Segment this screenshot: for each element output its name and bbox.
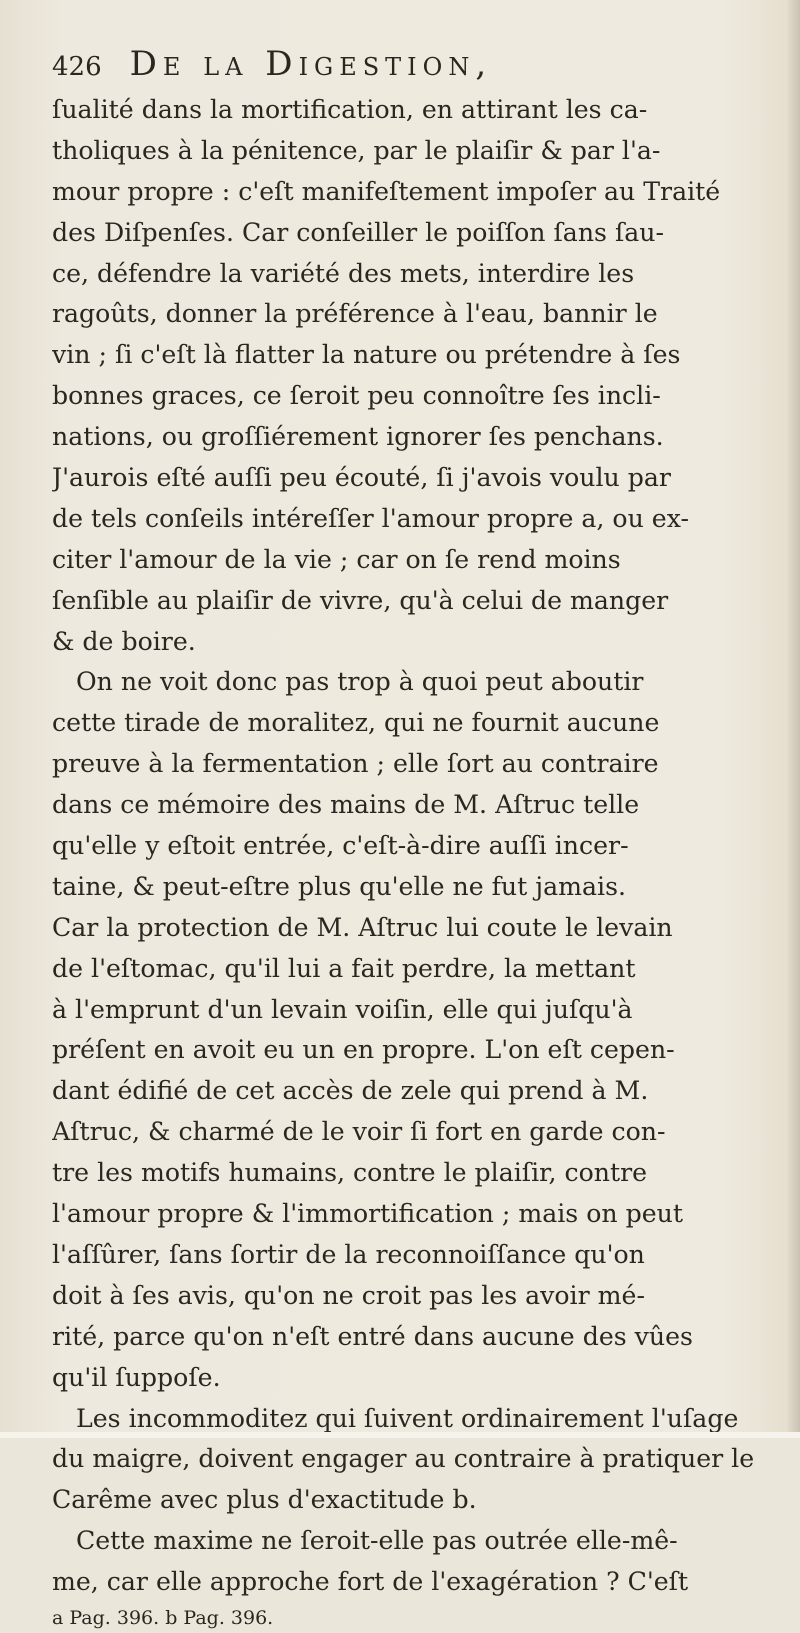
text-line: preuve à la fermentation ; elle ſort au contraire	[52, 749, 659, 779]
text-line: l'amour propre & l'immortification ; mais on peut	[52, 1199, 683, 1229]
text-line: taine, & peut-eſtre plus qu'elle ne fut jamais.	[52, 871, 626, 901]
text-line: Aſtruc, & charmé de le voir ſi fort en garde con-	[52, 1117, 666, 1147]
text-line: doit à ſes avis, qu'on ne croit pas les avoir mé-	[52, 1280, 645, 1310]
text-line: préſent en avoit eu un en propre. L'on eſt cepen-	[52, 1035, 675, 1065]
text-line: ſualité dans la mortification, en attirant les ca-	[52, 95, 648, 124]
text-line: & de boire.	[52, 626, 196, 656]
text-line: rité, parce qu'on n'eſt entré dans aucune des vûes	[52, 1321, 693, 1351]
text-line: tre les motifs humains, contre le plaiſir, contre	[52, 1158, 648, 1188]
text-line: tholiques à la pénitence, par le plaiſir & par l'a-	[52, 135, 661, 165]
footnotes: a Pag. 396. b Pag. 396.	[52, 1606, 274, 1629]
text-line: qu'elle y eſtoit entrée, c'eſt-à-dire auſſi incer-	[52, 831, 629, 861]
text-line: nations, ou groſſiérement ignorer ſes penchans.	[52, 422, 664, 452]
running-title: De la Digestion,	[129, 44, 493, 84]
text-line: Car la protection de M. Aſtruc lui coute le levain	[52, 912, 673, 942]
text-line: Cette maxime ne ſeroit-elle pas outrée elle-mê-	[76, 1526, 678, 1556]
text-block	[52, 38, 770, 1633]
text-line: cette tirade de moralitez, qui ne fournit aucune	[52, 708, 660, 738]
text-line: l'aſſûrer, ſans ſortir de la reconnoiſſance qu'on	[52, 1239, 645, 1269]
text-line: du maigre, doivent engager au contraire à pratiquer le	[52, 1444, 755, 1474]
running-head	[52, 38, 770, 90]
text-line: ce, défendre la variété des mets, interdire les	[52, 258, 635, 288]
text-line: ſenſible au plaiſir de vivre, qu'à celui de manger	[52, 585, 669, 615]
text-line: dant édifié de cet accès de zele qui prend à M.	[52, 1076, 649, 1106]
text-line: de tels conſeils intéreſſer l'amour propre a, ou ex-	[52, 503, 689, 533]
text-line: à l'emprunt d'un levain voiſin, elle qui juſqu'à	[52, 994, 633, 1024]
text-line: On ne voit donc pas trop à quoi peut aboutir	[76, 667, 644, 697]
page-number: 426	[52, 52, 102, 82]
text-line: citer l'amour de la vie ; car on ſe rend moins	[52, 544, 621, 574]
text-line: de l'eſtomac, qu'il lui a fait perdre, la mettant	[52, 953, 636, 983]
page-edge-shadow	[786, 0, 800, 1438]
text-line: vin ; ſi c'eſt là flatter la nature ou prétendre à ſes	[52, 340, 681, 370]
text-line: J'aurois eſté auſſi peu écouté, ſi j'avois voulu par	[52, 463, 671, 493]
text-line: des Diſpenſes. Car conſeiller le poiſſon ſans ſau-	[52, 217, 665, 247]
page-bottom-edge	[0, 1432, 800, 1438]
body-text	[52, 90, 770, 1603]
text-line: Carême avec plus d'exactitude b.	[52, 1485, 477, 1515]
text-line: bonnes graces, ce ſeroit peu connoître ſes incli-	[52, 381, 661, 411]
text-line: dans ce mémoire des mains de M. Aſtruc telle	[52, 790, 640, 820]
text-line: mour propre : c'eſt manifeſtement impoſer au Traité	[52, 176, 721, 206]
text-line: Les incommoditez qui ſuivent ordinairement l'uſage	[76, 1403, 739, 1433]
text-line: qu'il ſuppoſe.	[52, 1362, 221, 1392]
text-line: me, car elle approche fort de l'exagération ? C'eſt	[52, 1567, 689, 1597]
text-line: ragoûts, donner la préférence à l'eau, bannir le	[52, 299, 658, 329]
